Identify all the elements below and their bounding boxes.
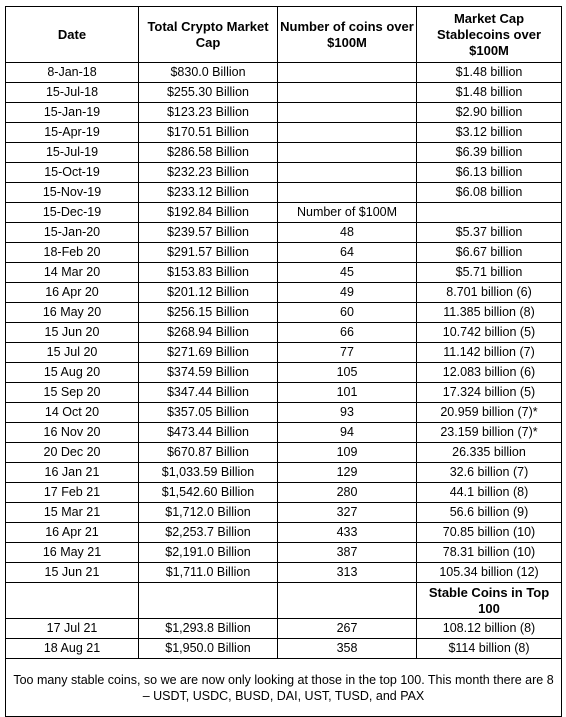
table-row [6, 223, 562, 243]
cell-date: 16 Nov 20 [6, 423, 139, 443]
header-row [6, 7, 562, 63]
cell-coins: 48 [278, 223, 417, 243]
cell-date: 15 Jun 21 [6, 563, 139, 583]
cell-market-cap: $233.12 Billion [139, 183, 278, 203]
table-row [6, 383, 562, 403]
cell-market-cap: $357.05 Billion [139, 403, 278, 423]
cell-stablecoins [417, 203, 562, 223]
cell-date: 16 May 21 [6, 543, 139, 563]
subheader-empty-cell [6, 583, 139, 619]
cell-coins [278, 103, 417, 123]
table-row [6, 203, 562, 223]
cell-stablecoins: $6.13 billion [417, 163, 562, 183]
cell-date: 8-Jan-18 [6, 63, 139, 83]
cell-coins [278, 163, 417, 183]
cell-date: 16 Apr 21 [6, 523, 139, 543]
cell-market-cap: $286.58 Billion [139, 143, 278, 163]
cell-coins [278, 183, 417, 203]
cell-market-cap: $2,253.7 Billion [139, 523, 278, 543]
cell-stablecoins: $114 billion (8) [417, 639, 562, 659]
cell-market-cap: $670.87 Billion [139, 443, 278, 463]
cell-coins: 313 [278, 563, 417, 583]
cell-date: 15-Jan-19 [6, 103, 139, 123]
cell-market-cap: $123.23 Billion [139, 103, 278, 123]
table-row [6, 283, 562, 303]
table-row [6, 523, 562, 543]
header-stablecoins: Market Cap Stablecoins over $100M [417, 7, 562, 63]
cell-market-cap: $473.44 Billion [139, 423, 278, 443]
cell-coins: Number of $100M [278, 203, 417, 223]
cell-coins: 66 [278, 323, 417, 343]
cell-market-cap: $291.57 Billion [139, 243, 278, 263]
cell-market-cap: $271.69 Billion [139, 343, 278, 363]
cell-market-cap: $201.12 Billion [139, 283, 278, 303]
cell-date: 17 Feb 21 [6, 483, 139, 503]
cell-market-cap: $1,033.59 Billion [139, 463, 278, 483]
table-row [6, 403, 562, 423]
cell-stablecoins: 23.159 billion (7)* [417, 423, 562, 443]
table-body [6, 63, 562, 717]
cell-date: 15-Oct-19 [6, 163, 139, 183]
cell-stablecoins: $2.90 billion [417, 103, 562, 123]
cell-date: 15-Jul-18 [6, 83, 139, 103]
footnote-row [6, 659, 562, 717]
cell-date: 15-Jan-20 [6, 223, 139, 243]
cell-market-cap: $1,293.8 Billion [139, 619, 278, 639]
cell-market-cap: $374.59 Billion [139, 363, 278, 383]
cell-date: 14 Mar 20 [6, 263, 139, 283]
cell-market-cap: $1,542.60 Billion [139, 483, 278, 503]
cell-coins: 45 [278, 263, 417, 283]
cell-coins [278, 123, 417, 143]
cell-date: 16 May 20 [6, 303, 139, 323]
table-row [6, 423, 562, 443]
cell-date: 15-Nov-19 [6, 183, 139, 203]
cell-market-cap: $347.44 Billion [139, 383, 278, 403]
cell-market-cap: $239.57 Billion [139, 223, 278, 243]
cell-coins: 129 [278, 463, 417, 483]
subheader-stablecoins: Stable Coins in Top 100 [417, 583, 562, 619]
table-row [6, 363, 562, 383]
table-row [6, 343, 562, 363]
table-row [6, 323, 562, 343]
table-row [6, 243, 562, 263]
cell-date: 14 Oct 20 [6, 403, 139, 423]
cell-coins: 109 [278, 443, 417, 463]
table-row [6, 503, 562, 523]
cell-date: 15-Jul-19 [6, 143, 139, 163]
crypto-market-table [5, 6, 562, 717]
cell-date: 15 Sep 20 [6, 383, 139, 403]
cell-market-cap: $2,191.0 Billion [139, 543, 278, 563]
table-row [6, 563, 562, 583]
cell-stablecoins: $6.67 billion [417, 243, 562, 263]
cell-stablecoins: 8.701 billion (6) [417, 283, 562, 303]
cell-stablecoins: $6.08 billion [417, 183, 562, 203]
cell-coins: 64 [278, 243, 417, 263]
table-row [6, 263, 562, 283]
table-row [6, 183, 562, 203]
cell-market-cap: $232.23 Billion [139, 163, 278, 183]
table-row [6, 483, 562, 503]
cell-stablecoins: 20.959 billion (7)* [417, 403, 562, 423]
cell-date: 15 Mar 21 [6, 503, 139, 523]
cell-date: 18-Feb 20 [6, 243, 139, 263]
cell-market-cap: $1,950.0 Billion [139, 639, 278, 659]
cell-stablecoins: 105.34 billion (12) [417, 563, 562, 583]
cell-coins: 77 [278, 343, 417, 363]
cell-stablecoins: 56.6 billion (9) [417, 503, 562, 523]
cell-coins: 49 [278, 283, 417, 303]
cell-market-cap: $255.30 Billion [139, 83, 278, 103]
table-row [6, 83, 562, 103]
cell-date: 15-Dec-19 [6, 203, 139, 223]
cell-coins: 94 [278, 423, 417, 443]
cell-stablecoins: 32.6 billion (7) [417, 463, 562, 483]
table-row [6, 143, 562, 163]
cell-stablecoins: 26.335 billion [417, 443, 562, 463]
cell-coins: 60 [278, 303, 417, 323]
cell-coins: 93 [278, 403, 417, 423]
table-row [6, 303, 562, 323]
cell-coins: 280 [278, 483, 417, 503]
cell-stablecoins: 78.31 billion (10) [417, 543, 562, 563]
cell-stablecoins: 44.1 billion (8) [417, 483, 562, 503]
cell-market-cap: $830.0 Billion [139, 63, 278, 83]
cell-coins: 105 [278, 363, 417, 383]
cell-market-cap: $170.51 Billion [139, 123, 278, 143]
footnote: Too many stable coins, so we are now only looking at those in the top 100. This month there are 8 – USDT, USDC, BUSD, DAI, UST, TUSD, and PAX [6, 659, 562, 717]
cell-market-cap: $268.94 Billion [139, 323, 278, 343]
cell-market-cap: $1,712.0 Billion [139, 503, 278, 523]
cell-date: 15 Aug 20 [6, 363, 139, 383]
cell-stablecoins: $1.48 billion [417, 63, 562, 83]
cell-stablecoins: 12.083 billion (6) [417, 363, 562, 383]
cell-date: 16 Jan 21 [6, 463, 139, 483]
cell-date: 15 Jun 20 [6, 323, 139, 343]
cell-coins: 433 [278, 523, 417, 543]
cell-stablecoins: $5.37 billion [417, 223, 562, 243]
cell-date: 18 Aug 21 [6, 639, 139, 659]
cell-coins [278, 143, 417, 163]
cell-market-cap: $153.83 Billion [139, 263, 278, 283]
cell-stablecoins: $6.39 billion [417, 143, 562, 163]
cell-coins [278, 63, 417, 83]
cell-coins: 327 [278, 503, 417, 523]
cell-stablecoins: $5.71 billion [417, 263, 562, 283]
cell-date: 20 Dec 20 [6, 443, 139, 463]
cell-date: 15-Apr-19 [6, 123, 139, 143]
cell-date: 15 Jul 20 [6, 343, 139, 363]
cell-stablecoins: 17.324 billion (5) [417, 383, 562, 403]
cell-date: 16 Apr 20 [6, 283, 139, 303]
table-row [6, 543, 562, 563]
cell-stablecoins: $1.48 billion [417, 83, 562, 103]
cell-date: 17 Jul 21 [6, 619, 139, 639]
header-date: Date [6, 7, 139, 63]
cell-stablecoins: 70.85 billion (10) [417, 523, 562, 543]
crypto-market-table-container [5, 6, 561, 717]
cell-stablecoins: 11.142 billion (7) [417, 343, 562, 363]
cell-coins: 387 [278, 543, 417, 563]
table-row [6, 123, 562, 143]
subheader-empty-cell [139, 583, 278, 619]
header-market-cap: Total Crypto Market Cap [139, 7, 278, 63]
table-row [6, 103, 562, 123]
subheader-empty-cell [278, 583, 417, 619]
table-row [6, 163, 562, 183]
cell-market-cap: $256.15 Billion [139, 303, 278, 323]
header-coins-count: Number of coins over $100M [278, 7, 417, 63]
cell-coins: 358 [278, 639, 417, 659]
table-row [6, 63, 562, 83]
cell-stablecoins: $3.12 billion [417, 123, 562, 143]
cell-stablecoins: 108.12 billion (8) [417, 619, 562, 639]
table-row [6, 639, 562, 659]
table-row [6, 463, 562, 483]
cell-coins [278, 83, 417, 103]
subheader-row [6, 583, 562, 619]
cell-stablecoins: 10.742 billion (5) [417, 323, 562, 343]
cell-stablecoins: 11.385 billion (8) [417, 303, 562, 323]
cell-market-cap: $192.84 Billion [139, 203, 278, 223]
table-row [6, 619, 562, 639]
cell-coins: 101 [278, 383, 417, 403]
table-row [6, 443, 562, 463]
cell-market-cap: $1,711.0 Billion [139, 563, 278, 583]
cell-coins: 267 [278, 619, 417, 639]
